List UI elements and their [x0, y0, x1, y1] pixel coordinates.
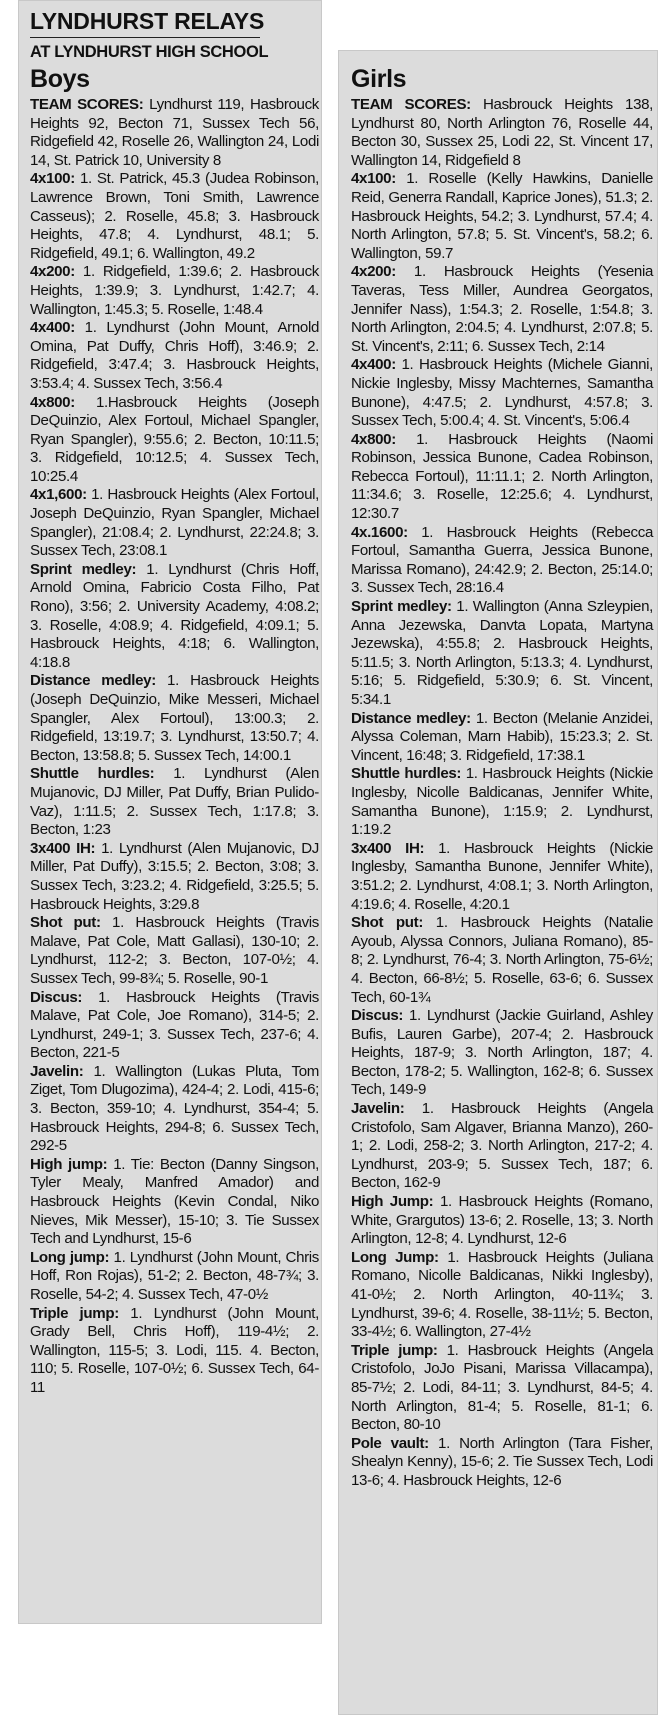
event-results: 1. Lyndhurst (Chris Hoff, Arnold Omina, Fabricio Costa Filho, Pat Rono), 3:56; 2. University Academy, 4:08.2; 3. Roselle, 4:08.9; 4. Ridgefield, 4:09.1; 5. Hasbrouck Heights, 4:18; 6. Wallington, 4:18.8: [30, 560, 319, 671]
girls-result-entry: [351, 96, 653, 170]
event-name: Triple jump:: [30, 1304, 119, 1322]
event-name: Shuttle hurdles:: [30, 765, 155, 783]
event-results: 1. Hasbrouck Heights (Travis Malave, Pat Cole, Matt Gallasi), 130-10; 2. Lyndhurst, 112-2; 3. Becton, 107-0½; 4. Sussex Tech, 99-8¾; 5. Roselle, 90-1: [30, 914, 319, 987]
event-name: 4x400:: [351, 356, 396, 374]
event-results: 1. Lyndhurst (John Mount, Chris Hoff, Ron Rojas), 51-2; 2. Becton, 48-7¾; 3. Roselle, 54-2; 4. Sussex Tech, 47-0½: [30, 1248, 320, 1303]
event-name: 4x400:: [30, 319, 75, 337]
event-name: Sprint medley:: [30, 560, 137, 578]
event-results: 1. Lyndhurst (Jackie Guirland, Ashley Bufis, Lauren Garbe), 207-4; 2. Hasbrouck Heights, 187-9; 3. North Arlington, 187; 4. Becton, 178-2; 5. Wallington, 162-8; 6. Sussex Tech, 149-9: [351, 1007, 653, 1099]
event-name: Shot put:: [30, 914, 101, 932]
girls-result-entry: [351, 524, 653, 598]
event-results: 1. Hasbrouck Heights (Angela Cristofolo, JoJo Pisani, Marissa Villacampa), 85-7½; 2. Lodi, 84-11; 3. Lyndhurst, 84-5; 4. North Arlington, 81-4; 5. Roselle, 81-1; 6. Becton, 80-10: [351, 1341, 653, 1434]
girls-result-entry: [351, 1342, 653, 1435]
event-results: 1. Roselle (Kelly Hawkins, Danielle Reid, Generra Randall, Kaprice Jones), 51.3; 2. Hasbrouck Heights, 54.2; 3. Lyndhurst, 57.4; 4. North Arlington, 57.8; 5. St. Vincent's, 58.2; 6. Wallington, 59.7: [351, 170, 653, 262]
girls-heading: Girls: [351, 65, 407, 93]
event-results: 1. Hasbrouck Heights (Nickie Inglesby, Nicolle Baldicanas, Jennifer White, Samantha Bunone), 1:15.9; 2. Lyndhurst, 1:19.2: [351, 765, 653, 839]
girls-result-entry: [351, 598, 653, 710]
event-results: 1. Wallington (Lukas Pluta, Tom Ziget, Tom Dlugozima), 424-4; 2. Lodi, 415-6; 3. Becton, 359-10; 4. Lyndhurst, 354-4; 5. Hasbrouck Heights, 294-8; 6. Sussex Tech, 292-5: [30, 1062, 319, 1155]
event-results: 1. Tie: Becton (Danny Singson, Tyler Mealy, Manfred Amador) and Hasbrouck Heights (Kevin Condal, Niko Nieves, Mik Messer), 15-10; 3. Tie Sussex Tech and Lyndhurst, 15-6: [30, 1155, 320, 1248]
event-name: Pole vault:: [351, 1434, 429, 1452]
boys-result-entry: [30, 1305, 319, 1398]
boys-heading: Boys: [30, 65, 90, 93]
event-results: 1. North Arlington (Tara Fisher, Shealyn Kenny), 15-6; 2. Tie Sussex Tech, Lodi 13-6; 4. Hasbrouck Heights, 12-6: [351, 1434, 653, 1489]
boys-result-entry: [30, 319, 319, 393]
headline-rule: [30, 37, 260, 38]
event-name: Distance medley:: [30, 672, 156, 690]
event-name: 4x100:: [30, 170, 75, 188]
event-name: High Jump:: [351, 1193, 434, 1211]
event-name: 4x1,600:: [30, 486, 87, 504]
boys-result-entry: [30, 1156, 319, 1249]
event-name: Discus:: [30, 988, 83, 1006]
boys-result-entry: [30, 394, 319, 487]
event-name: Shuttle hurdles:: [351, 765, 462, 783]
event-results: 1. Hasbrouck Heights (Naomi Robinson, Jessica Bunone, Cadea Robinson, Rebecca Fortoul), 11:11.1; 2. North Arlington, 11:34.6; 3. Roselle, 12:25.6; 4. Lyndhurst, 12:30.7: [351, 430, 653, 523]
boys-result-entry: [30, 561, 319, 673]
event-results: 1. Hasbrouck Heights (Travis Malave, Pat Cole, Joe Romano), 314-5; 2. Lyndhurst, 249-1; 3. Sussex Tech, 237-6; 4. Becton, 221-5: [30, 988, 319, 1062]
event-results: 1. Hasbrouck Heights (Michele Gianni, Nickie Inglesby, Missy Machternes, Samantha Bunone), 4:47.5; 2. Lyndhurst, 4:57.8; 3. Sussex Tech, 5:00.4; 4. St. Vincent's, 5:06.4: [351, 356, 653, 430]
event-results: 1. Lyndhurst (John Mount, Arnold Omina, Pat Duffy, Chris Hoff), 3:46.9; 2. Ridgefield, 3:47.4; 3. Hasbrouck Heights, 3:53.4; 4. Sussex Tech, 3:56.4: [30, 319, 319, 392]
girls-result-entry: [351, 1249, 653, 1342]
event-results: 1. Lyndhurst (John Mount, Grady Bell, Chris Hoff), 119-4½; 2. Wallington, 115-5; 3. Lodi, 115. 4. Becton, 110; 5. Roselle, 107-0½; 6. Sussex Tech, 64-11: [30, 1304, 319, 1396]
event-name: 4x200:: [351, 263, 396, 281]
boys-result-entry: [30, 170, 319, 263]
event-results: 1. Lyndhurst (Alen Mujanovic, DJ Miller, Pat Duffy), 3:15.5; 2. Becton, 3:08; 3. Sussex Tech, 3:23.2; 4. Ridgefield, 3:25.5; 5. Hasbrouck Heights, 3:29.8: [30, 839, 319, 913]
boys-result-entry: [30, 486, 319, 560]
event-results: 1. Becton (Melanie Anzidei, Alyssa Coleman, Marn Habib), 15:23.3; 2. St. Vincent, 16:48; 3. Ridgefield, 17:38.1: [351, 709, 653, 764]
event-results: 1. Hasbrouck Heights (Romano, White, Grargutos) 13-6; 2. Roselle, 13; 3. North Arlington, 12-8; 4. Lyndhurst, 12-6: [351, 1193, 653, 1248]
event-results: 1. Lyndhurst (Alen Mujanovic, DJ Miller, Pat Duffy, Brian Pulido-Vaz), 1:11.5; 2. Sussex Tech, 1:17.8; 3. Becton, 1:23: [30, 765, 319, 839]
event-results: 1. Hasbrouck Heights (Natalie Ayoub, Alyssa Connors, Juliana Romano), 85-8; 2. Lyndhurst, 76-4; 3. North Arlington, 75-6½; 4. Becton, 66-8½; 5. Roselle, 63-6; 6. Sussex Tech, 60-1¾: [351, 914, 653, 1006]
event-results: 1. Ridgefield, 1:39.6; 2. Hasbrouck Heights, 1:39.9; 3. Lyndhurst, 1:42.7; 4. Wallington, 1:45.3; 5. Roselle, 1:48.4: [30, 263, 319, 318]
event-name: 3x400 IH:: [30, 839, 96, 857]
event-results: Lyndhurst 119, Hasbrouck Heights 92, Becton 71, Sussex Tech 56, Ridgefield 42, Roselle 26, Wallington 24, Lodi 14, St. Patrick 10, University 8: [30, 96, 319, 169]
event-name: Long Jump:: [351, 1248, 439, 1266]
event-results: 1. Hasbrouck Heights (Angela Cristofolo, Sam Algaver, Brianna Manzo), 260-1; 2. Lodi, 258-2; 3. North Arlington, 217-2; 4. Lyndhurst, 203-9; 5. Sussex Tech, 187; 6. Becton, 162-9: [351, 1100, 653, 1192]
boys-result-entry: [30, 263, 319, 319]
event-name: High jump:: [30, 1155, 108, 1173]
venue-line: AT LYNDHURST HIGH SCHOOL: [30, 43, 269, 61]
event-results: 1. St. Patrick, 45.3 (Judea Robinson, Lawrence Brown, Toni Smith, Lawrence Casseus); 2. Roselle, 45.8; 3. Hasbrouck Heights, 47.8; 4. Lyndhurst, 48.1; 5. Ridgefield, 49.1; 6. Wallington, 49.2: [30, 170, 319, 262]
event-results: 1. Hasbrouck Heights (Nickie Inglesby, Samantha Bunone, Jennifer White), 3:51.2; 2. Lyndhurst, 4:08.1; 3. North Arlington, 4:19.6; 4. Roselle, 4:20.1: [351, 839, 654, 913]
event-name: 4x100:: [351, 170, 396, 188]
girls-result-entry: [351, 1435, 653, 1491]
boys-result-entry: [30, 840, 319, 914]
event-name: Sprint medley:: [351, 598, 452, 616]
headline: LYNDHURST RELAYS: [30, 8, 265, 34]
girls-result-entry: [351, 765, 653, 839]
girls-result-entry: [351, 1100, 653, 1193]
boys-result-entry: [30, 96, 319, 170]
event-name: Distance medley:: [351, 709, 471, 727]
boys-results: [30, 96, 319, 1398]
event-results: 1. Hasbrouck Heights (Rebecca Fortoul, Samantha Guerra, Jessica Bunone, Marissa Romano), 24:42.9; 2. Becton, 25:14.0; 3. Sussex Tech, 28:16.4: [351, 523, 653, 597]
girls-result-entry: [351, 1007, 653, 1100]
girls-result-entry: [351, 431, 653, 524]
girls-results: [351, 96, 653, 1491]
girls-result-entry: [351, 840, 653, 914]
event-name: 3x400 IH:: [351, 839, 425, 857]
boys-result-entry: [30, 1249, 319, 1305]
boys-column: [30, 8, 319, 1398]
event-name: 4x200:: [30, 263, 75, 281]
boys-result-entry: [30, 765, 319, 839]
event-name: Triple jump:: [351, 1341, 438, 1359]
event-name: 4x.1600:: [351, 523, 408, 541]
event-results: 1. Hasbrouck Heights (Alex Fortoul, Joseph DeQuinzio, Ryan Spangler, Michael Spangler), 21:08.4; 2. Lyndhurst, 22:24.8; 3. Sussex Tech, 23:08.1: [30, 486, 319, 560]
event-results: 1. Hasbrouck Heights (Yesenia Taveras, Tess Miller, Aundrea Georgatos, Jennifer Nass), 1:54.3; 2. Roselle, 1:54.8; 3. North Arlington, 2:04.5; 4. Lyndhurst, 2:07.8; 5. St. Vincent's, 2:11; 6. Sussex Tech, 2:14: [351, 263, 653, 355]
event-name: Javelin:: [351, 1100, 405, 1118]
event-name: Discus:: [351, 1007, 404, 1025]
event-name: Long jump:: [30, 1248, 110, 1266]
girls-column: [351, 62, 653, 1491]
girls-result-entry: [351, 356, 653, 430]
event-name: Shot put:: [351, 914, 424, 932]
boys-result-entry: [30, 1063, 319, 1156]
event-name: 4x800:: [30, 393, 75, 411]
boys-result-entry: [30, 672, 319, 765]
event-results: 1. Hasbrouck Heights (Juliana Romano, Nicolle Baldicanas, Nikki Inglesby), 41-0½; 2. North Arlington, 40-11¾; 3. Lyndhurst, 39-6; 4. Roselle, 38-11½; 5. Becton, 33-4½; 6. Wallington, 27-4½: [351, 1248, 654, 1341]
girls-result-entry: [351, 170, 653, 263]
boys-result-entry: [30, 914, 319, 988]
girls-result-entry: [351, 263, 653, 356]
event-name: 4x800:: [351, 430, 396, 448]
girls-result-entry: [351, 1193, 653, 1249]
event-name: TEAM SCORES:: [30, 96, 144, 113]
event-results: Hasbrouck Heights 138, Lyndhurst 80, North Arlington 76, Roselle 44, Becton 30, Sussex 25, Lodi 22, St. Vincent 17, Wallington 14, Ridgefield 8: [351, 96, 653, 169]
girls-result-entry: [351, 710, 653, 766]
girls-result-entry: [351, 914, 653, 1007]
event-results: 1. Wallington (Anna Szleypien, Anna Jezewska, Danvta Lopata, Martyna Jezewska), 4:55.8; 2. Hasbrouck Heights, 5:11.5; 3. North Arlington, 5:13.3; 4. Lyndhurst, 5:16; 5. Ridgefield, 5:30.9; 6. St. Vincent, 5:34.1: [351, 598, 653, 708]
event-results: 1.Hasbrouck Heights (Joseph DeQuinzio, Alex Fortoul, Michael Spangler, Ryan Spangler), 9:55.6; 2. Becton, 10:11.5; 3. Ridgefield, 10:12.5; 4. Sussex Tech, 10:25.4: [30, 393, 319, 485]
event-name: TEAM SCORES:: [351, 96, 471, 113]
event-name: Javelin:: [30, 1062, 84, 1080]
boys-result-entry: [30, 989, 319, 1063]
event-results: 1. Hasbrouck Heights (Joseph DeQuinzio, Mike Messeri, Michael Spangler, Alex Fortoul), 13:00.3; 2. Ridgefield, 13:19.7; 3. Lyndhurst, 13:50.7; 4. Becton, 13:58.8; 5. Sussex Tech, 14:00.1: [30, 672, 319, 764]
